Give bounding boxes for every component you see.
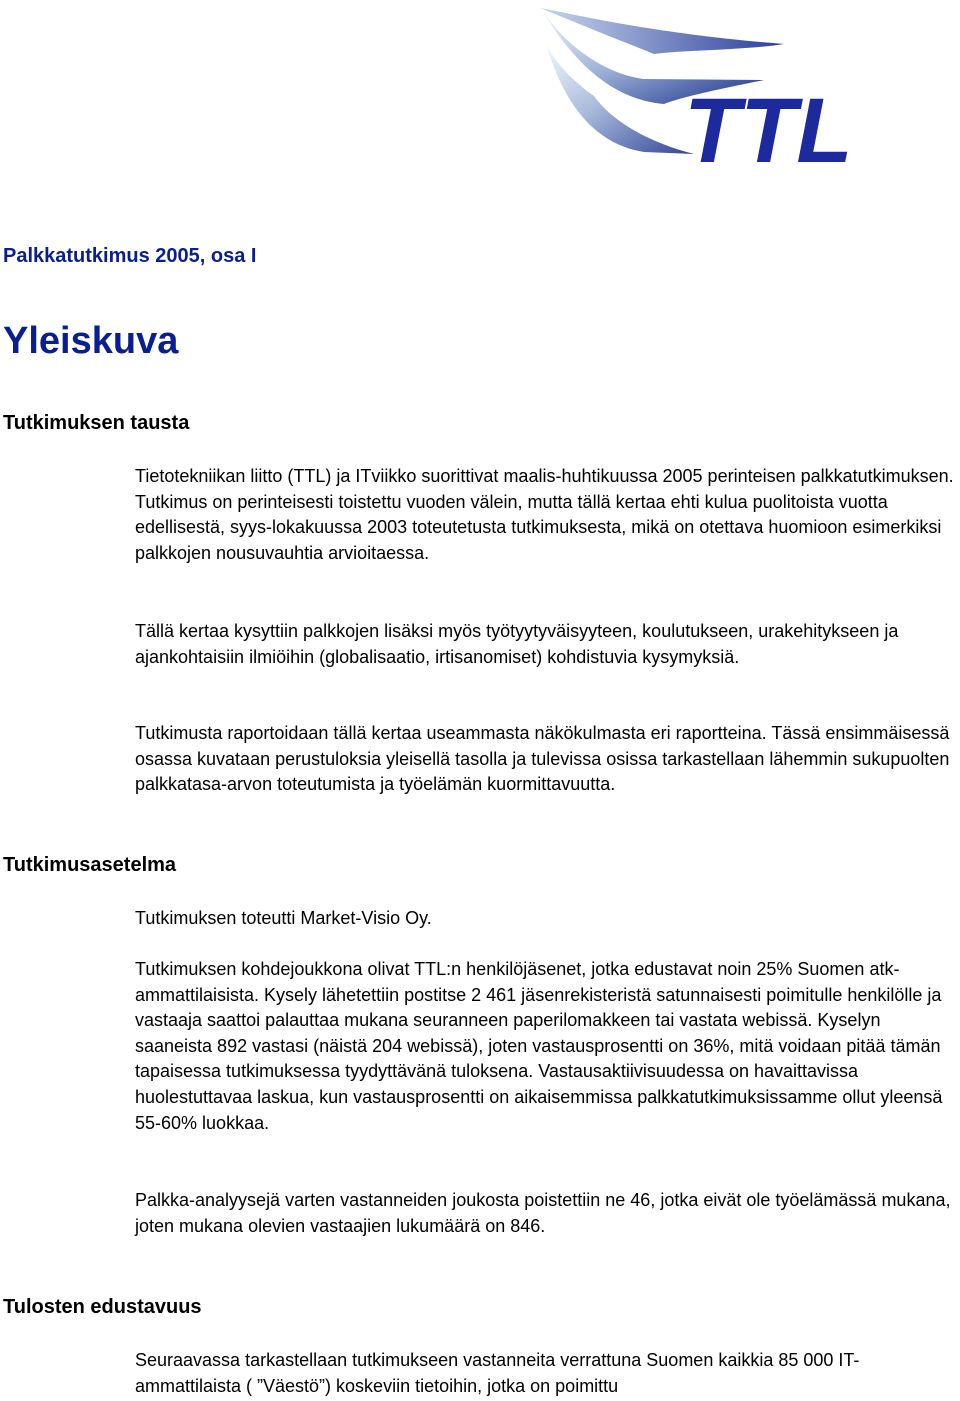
paragraph-design-1: Tutkimuksen toteutti Market-Visio Oy. [135,908,432,928]
section-heading-representativeness: Tulosten edustavuus [3,1296,202,1318]
section-heading-background: Tutkimuksen tausta [3,412,190,434]
paragraph-background-3: Tutkimusta raportoidaan tällä kertaa useammasta näkökulmasta eri raportteina. Tässä ensimmäisessä osassa kuvataan perustuloksia yleisellä tasolla ja tulevissa osissa tarkastellaan lähemmin sukupuolten palkkatasa-arvon toteutumista ja työelämän kuormittavuutta. [135,723,950,795]
ttl-logo-mark [534,4,874,166]
section-heading-design: Tutkimusasetelma [3,854,177,876]
logo-text: TTL [684,80,853,166]
paragraph-design-2: Tutkimuksen kohdejoukkona olivat TTL:n henkilöjäsenet, jotka edustavat noin 25% Suomen atk-ammattilaisista. Kysely lähetettiin postitse 2 461 jäsenrekisteristä satunnaisesti poimitulle henkilölle ja vastaaja saattoi palauttaa mukana seuranneen paperilomakkeen tai vastata webissä. Kyselyn saaneista 892 vastasi (näistä 204 webissä), joten vastausprosentti on 36%, mitä voidaan pitää tämän tapaisessa tutkimuksessa tyydyttävänä tuloksena. Vastausaktiivisuudessa on havaittavissa huolestuttavaa laskua, kun vastausprosentti on aikaisemmissa palkkatutkimuksissamme ollut yleensä 55-60% luokkaa. [135,959,943,1133]
paragraph-background-2: Tällä kertaa kysyttiin palkkojen lisäksi myös työtyytyväisyyteen, koulutukseen, urakehitykseen ja ajankohtaisiin ilmiöihin (globalisaatio, irtisanomiset) kohdistuvia kysymyksiä. [135,621,899,667]
paragraph-representativeness-1: Seuraavassa tarkastellaan tutkimukseen vastanneita verrattuna Suomen kaikkia 85 000 IT-ammattilaista ( ”Väestö”) koskeviin tietoihin, jotka on poimittu [135,1350,860,1396]
ttl-logo [534,4,874,166]
swoosh-upper [540,8,784,54]
paragraph-background-1: Tietotekniikan liitto (TTL) ja ITviikko suorittivat maalis-huhtikuussa 2005 perinteisen palkkatutkimuksen. Tutkimus on perinteisesti toistettu vuoden välein, mutta tällä kertaa ehti kulua puolitoista vuotta edellisestä, syys-lokakuussa 2003 toteutetusta tutkimuksesta, mikä on otettava huomioon esimerkiksi palkkojen nousuvauhtia arvioitaessa. [135,466,954,563]
paragraph-design-3: Palkka-analyysejä varten vastanneiden joukosta poistettiin ne 46, jotka eivät ole työelämässä mukana, joten mukana olevien vastaajien lukumäärä on 846. [135,1190,951,1236]
document-subtitle: Palkkatutkimus 2005, osa I [3,245,257,267]
document-title: Yleiskuva [3,320,179,362]
